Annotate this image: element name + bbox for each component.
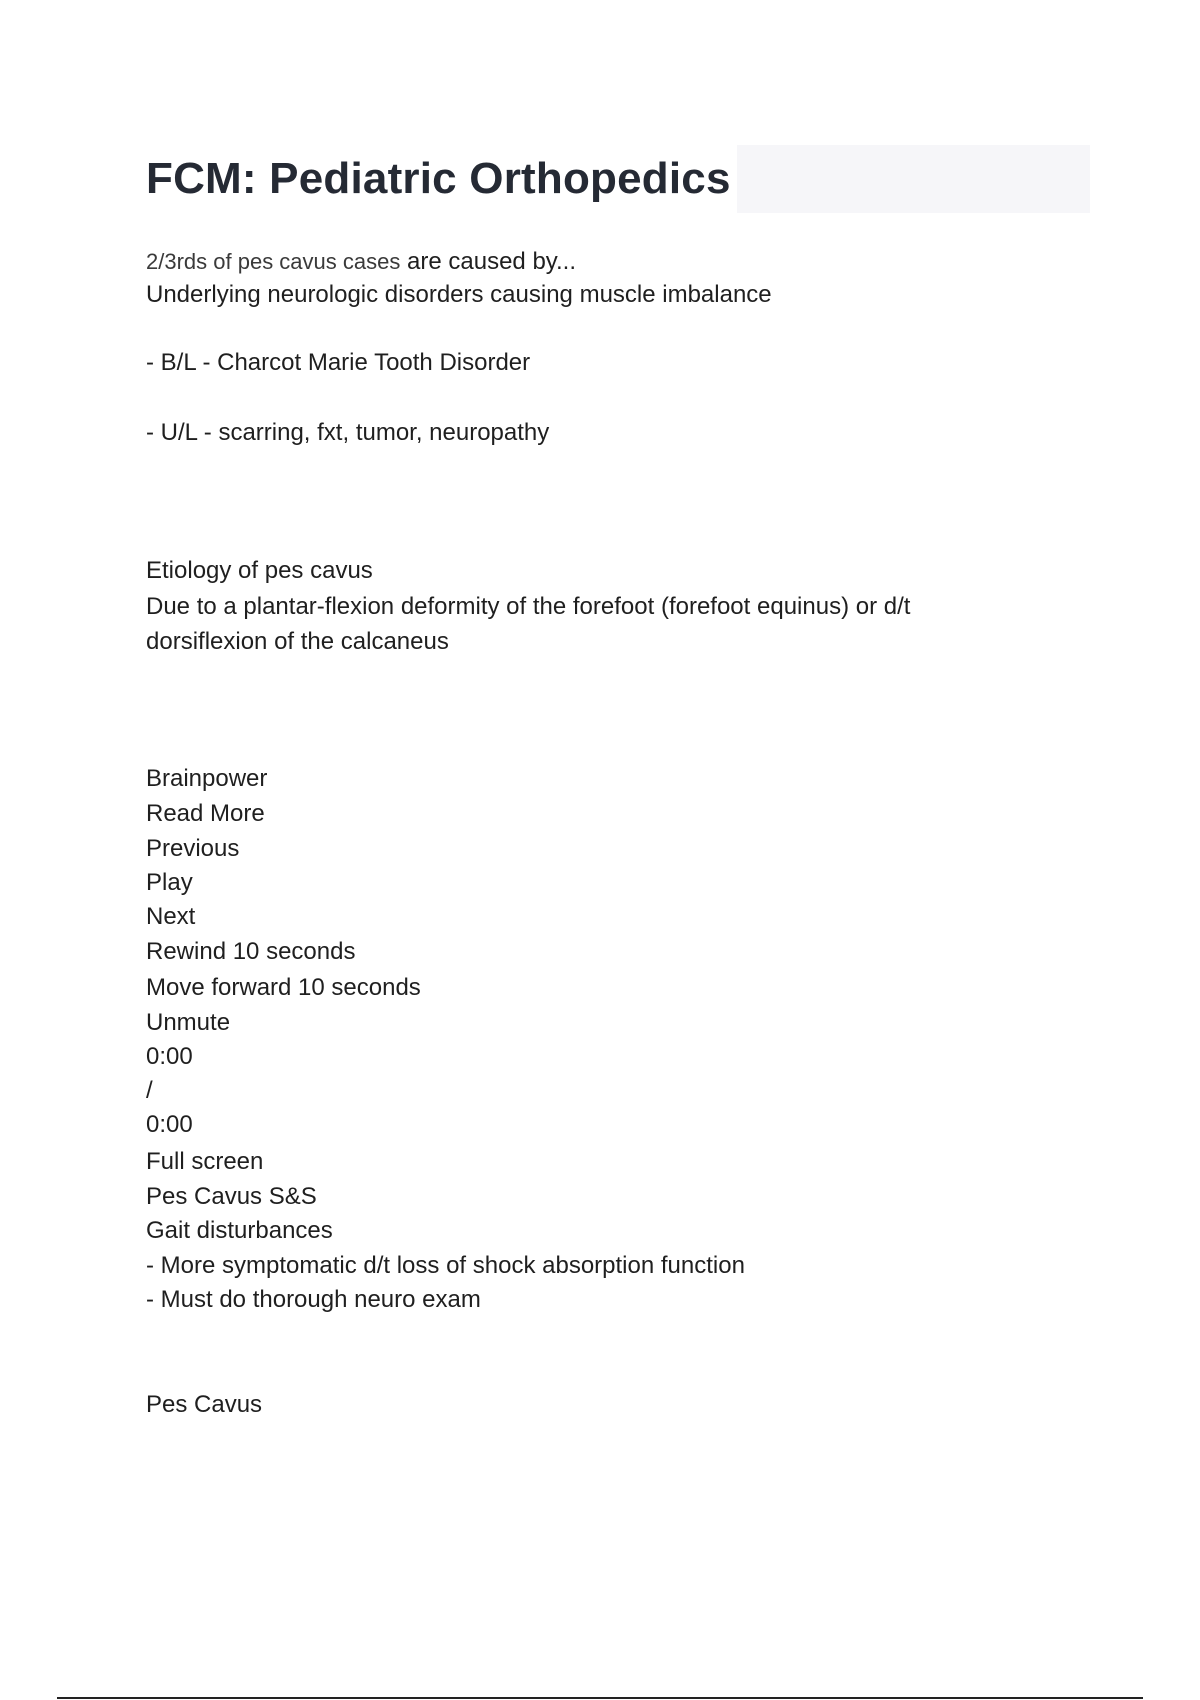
card2-answer-line2: dorsiflexion of the calcaneus xyxy=(146,628,449,655)
unmute-button[interactable]: Unmute xyxy=(146,1009,231,1036)
card1-answer-line2: - B/L - Charcot Marie Tooth Disorder xyxy=(146,349,531,376)
card3-answer-line1: Gait disturbances xyxy=(146,1217,333,1244)
card1-answer-line3: - U/L - scarring, fxt, tumor, neuropathy xyxy=(146,419,550,446)
rewind-button[interactable]: Rewind 10 seconds xyxy=(146,938,356,965)
card2-question: Etiology of pes cavus xyxy=(146,557,373,584)
forward-button[interactable]: Move forward 10 seconds xyxy=(146,974,421,1001)
card3-answer-line2: - More symptomatic d/t loss of shock absorption function xyxy=(146,1252,745,1279)
footer-divider xyxy=(57,1697,1143,1699)
time-separator: / xyxy=(146,1077,153,1104)
previous-button[interactable]: Previous xyxy=(146,835,240,862)
card4-question: Pes Cavus xyxy=(146,1391,263,1418)
player-brand: Brainpower xyxy=(146,765,268,792)
card1-question-tail: are caused by... xyxy=(400,248,577,275)
card1-question xyxy=(146,245,576,279)
card1-answer-line1: Underlying neurologic disorders causing muscle imbalance xyxy=(146,281,772,308)
card3-question: Pes Cavus S&S xyxy=(146,1183,317,1210)
read-more-link[interactable]: Read More xyxy=(146,800,265,827)
current-time: 0:00 xyxy=(146,1043,193,1070)
full-screen-button[interactable]: Full screen xyxy=(146,1148,264,1175)
card2-answer-line1: Due to a plantar-flexion deformity of the forefoot (forefoot equinus) or d/t xyxy=(146,593,911,620)
play-button[interactable]: Play xyxy=(146,869,193,896)
next-button[interactable]: Next xyxy=(146,903,196,930)
page-title: FCM: Pediatric Orthopedics xyxy=(146,145,737,213)
card3-answer-line3: - Must do thorough neuro exam xyxy=(146,1286,481,1313)
card1-question-lead: 2/3rds of pes cavus cases xyxy=(146,249,401,274)
duration: 0:00 xyxy=(146,1111,193,1138)
